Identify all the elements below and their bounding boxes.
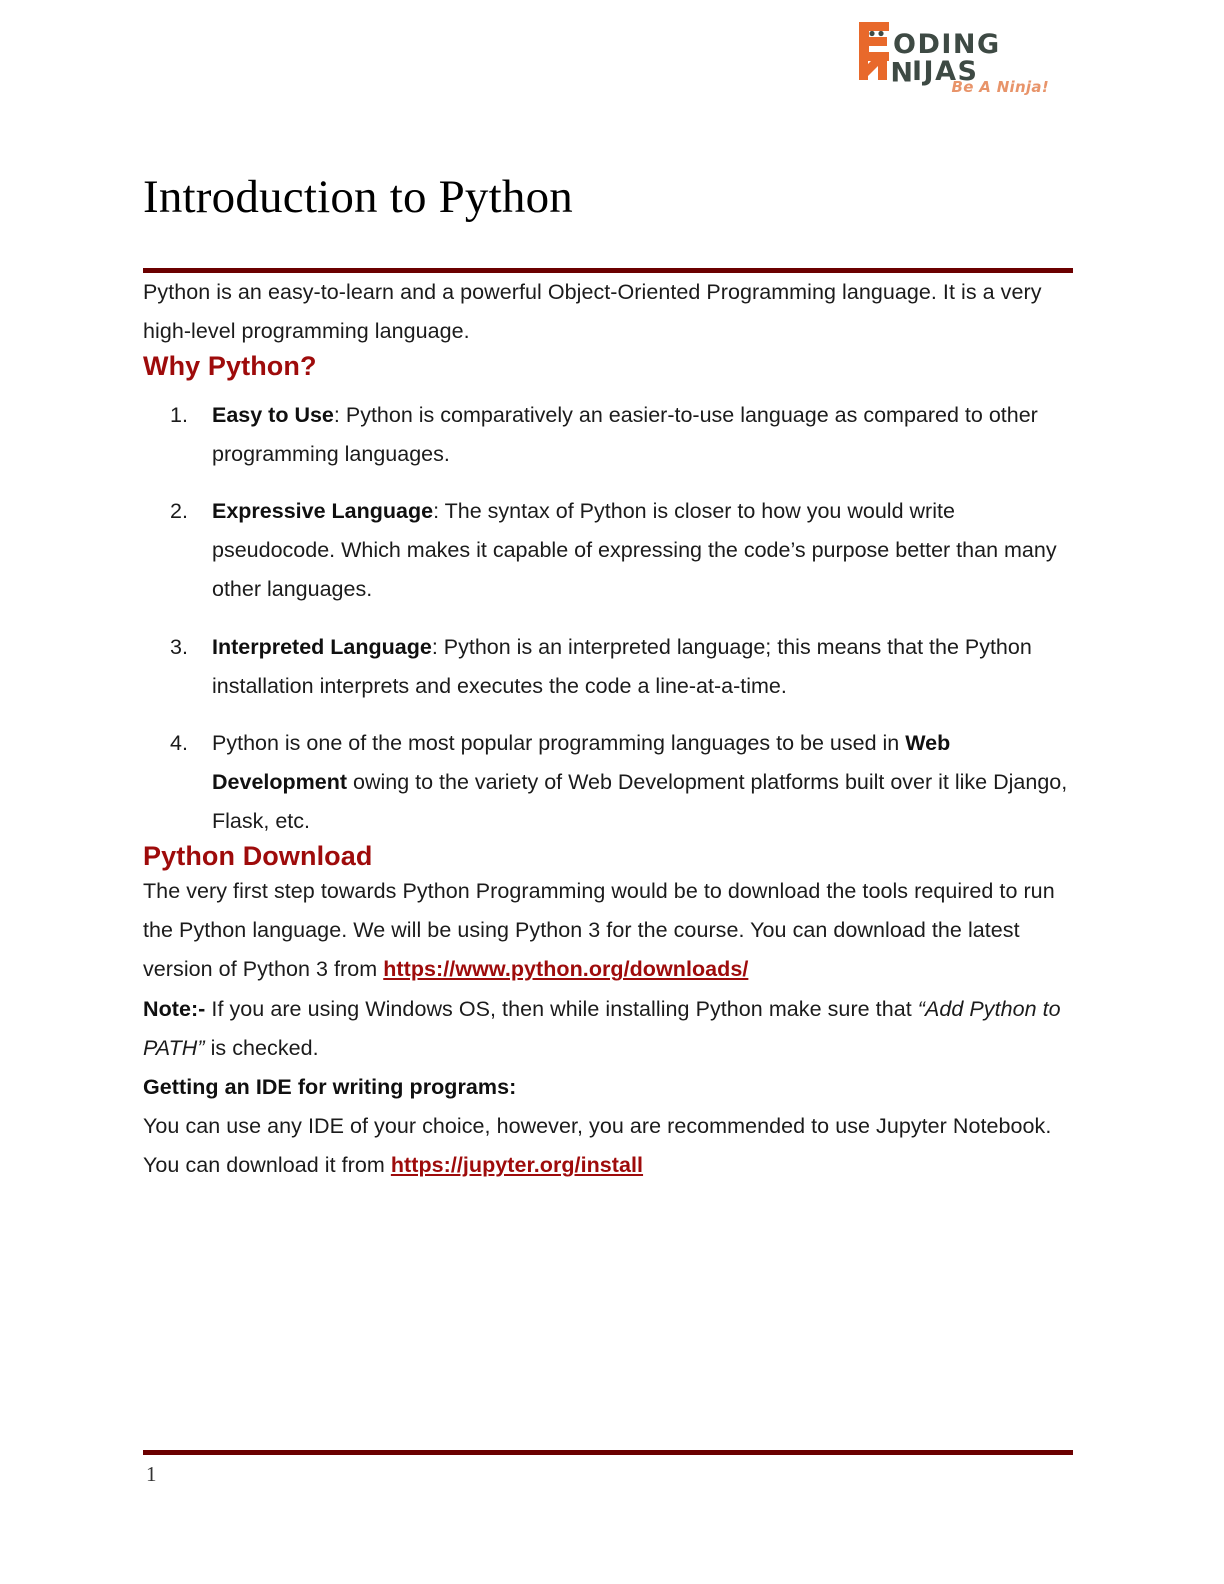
ide-heading-label: Getting an IDE for writing programs: — [143, 1074, 517, 1099]
ide-heading — [143, 1068, 1073, 1107]
list-item — [143, 724, 1073, 841]
ide-paragraph — [143, 1107, 1073, 1185]
why-python-list — [143, 396, 1073, 841]
svg-text:IJAS: IJAS — [912, 56, 979, 86]
section-heading-why-python: Why Python? — [143, 350, 317, 381]
list-item — [143, 396, 1073, 474]
list-item-number: 4. — [170, 730, 188, 755]
list-item-bold-mid: Web Development — [212, 730, 951, 794]
document-content — [143, 0, 1073, 1185]
note-text-after: is checked. — [204, 1035, 319, 1060]
intro-paragraph: Python is an easy-to-learn and a powerful Object-Oriented Programming language. It is a very high-level programming language. — [143, 279, 1042, 343]
note-italic-text: “Add Python to PATH” — [143, 996, 1061, 1060]
list-item-text: : The syntax of Python is closer to how you would write pseudocode. Which makes it capable of expressing the code’s purpose better than many other languages. — [212, 499, 1057, 602]
note-paragraph — [143, 990, 1073, 1068]
note-text-before: If you are using Windows OS, then while installing Python make sure that — [205, 996, 918, 1021]
logo-tagline: Be A Ninja! — [951, 78, 1049, 96]
footer-divider — [143, 1450, 1073, 1455]
list-item — [143, 628, 1073, 706]
section-heading-python-download: Python Download — [143, 841, 373, 872]
note-label: Note:- — [143, 996, 206, 1021]
list-item-text-before: Python is one of the most popular programming languages to be used in — [212, 730, 906, 755]
list-item-number: 2. — [170, 499, 188, 524]
jupyter-install-link[interactable]: https://jupyter.org/install — [390, 1153, 644, 1178]
svg-text:ODING: ODING — [893, 29, 1001, 60]
list-item-lead: Easy to Use — [212, 402, 334, 427]
list-item-text: : Python is an interpreted language; this means that the Python installation interprets and executes the code a line-at-a-time. — [212, 634, 1032, 698]
page-number: 1 — [146, 1462, 157, 1486]
list-item-text: : Python is comparatively an easier-to-use language as compared to other programming languages. — [212, 402, 1038, 467]
python-downloads-link[interactable]: https://www.python.org/downloads/ — [383, 957, 749, 982]
python-download-paragraph — [143, 872, 1073, 989]
ide-paragraph-text: You can use any IDE of your choice, however, you are recommended to use Jupyter Notebook. You can download it from — [143, 1113, 1052, 1178]
page-title: Introduction to Python — [143, 171, 573, 223]
list-item-text-after: owing to the variety of Web Development platforms built over it like Django, Flask, etc. — [212, 769, 1068, 834]
download-paragraph-text: The very first step towards Python Programming would be to download the tools required to run the Python language. We will be using Python 3 for the course. You can download the latest version of Python 3 from — [143, 879, 1055, 982]
svg-text:N: N — [888, 55, 913, 86]
list-item-number: 1. — [170, 402, 188, 427]
list-item-lead: Expressive Language — [212, 499, 434, 524]
list-item-lead: Interpreted Language — [212, 634, 432, 659]
list-item-number: 3. — [170, 634, 188, 659]
list-item — [143, 492, 1073, 609]
